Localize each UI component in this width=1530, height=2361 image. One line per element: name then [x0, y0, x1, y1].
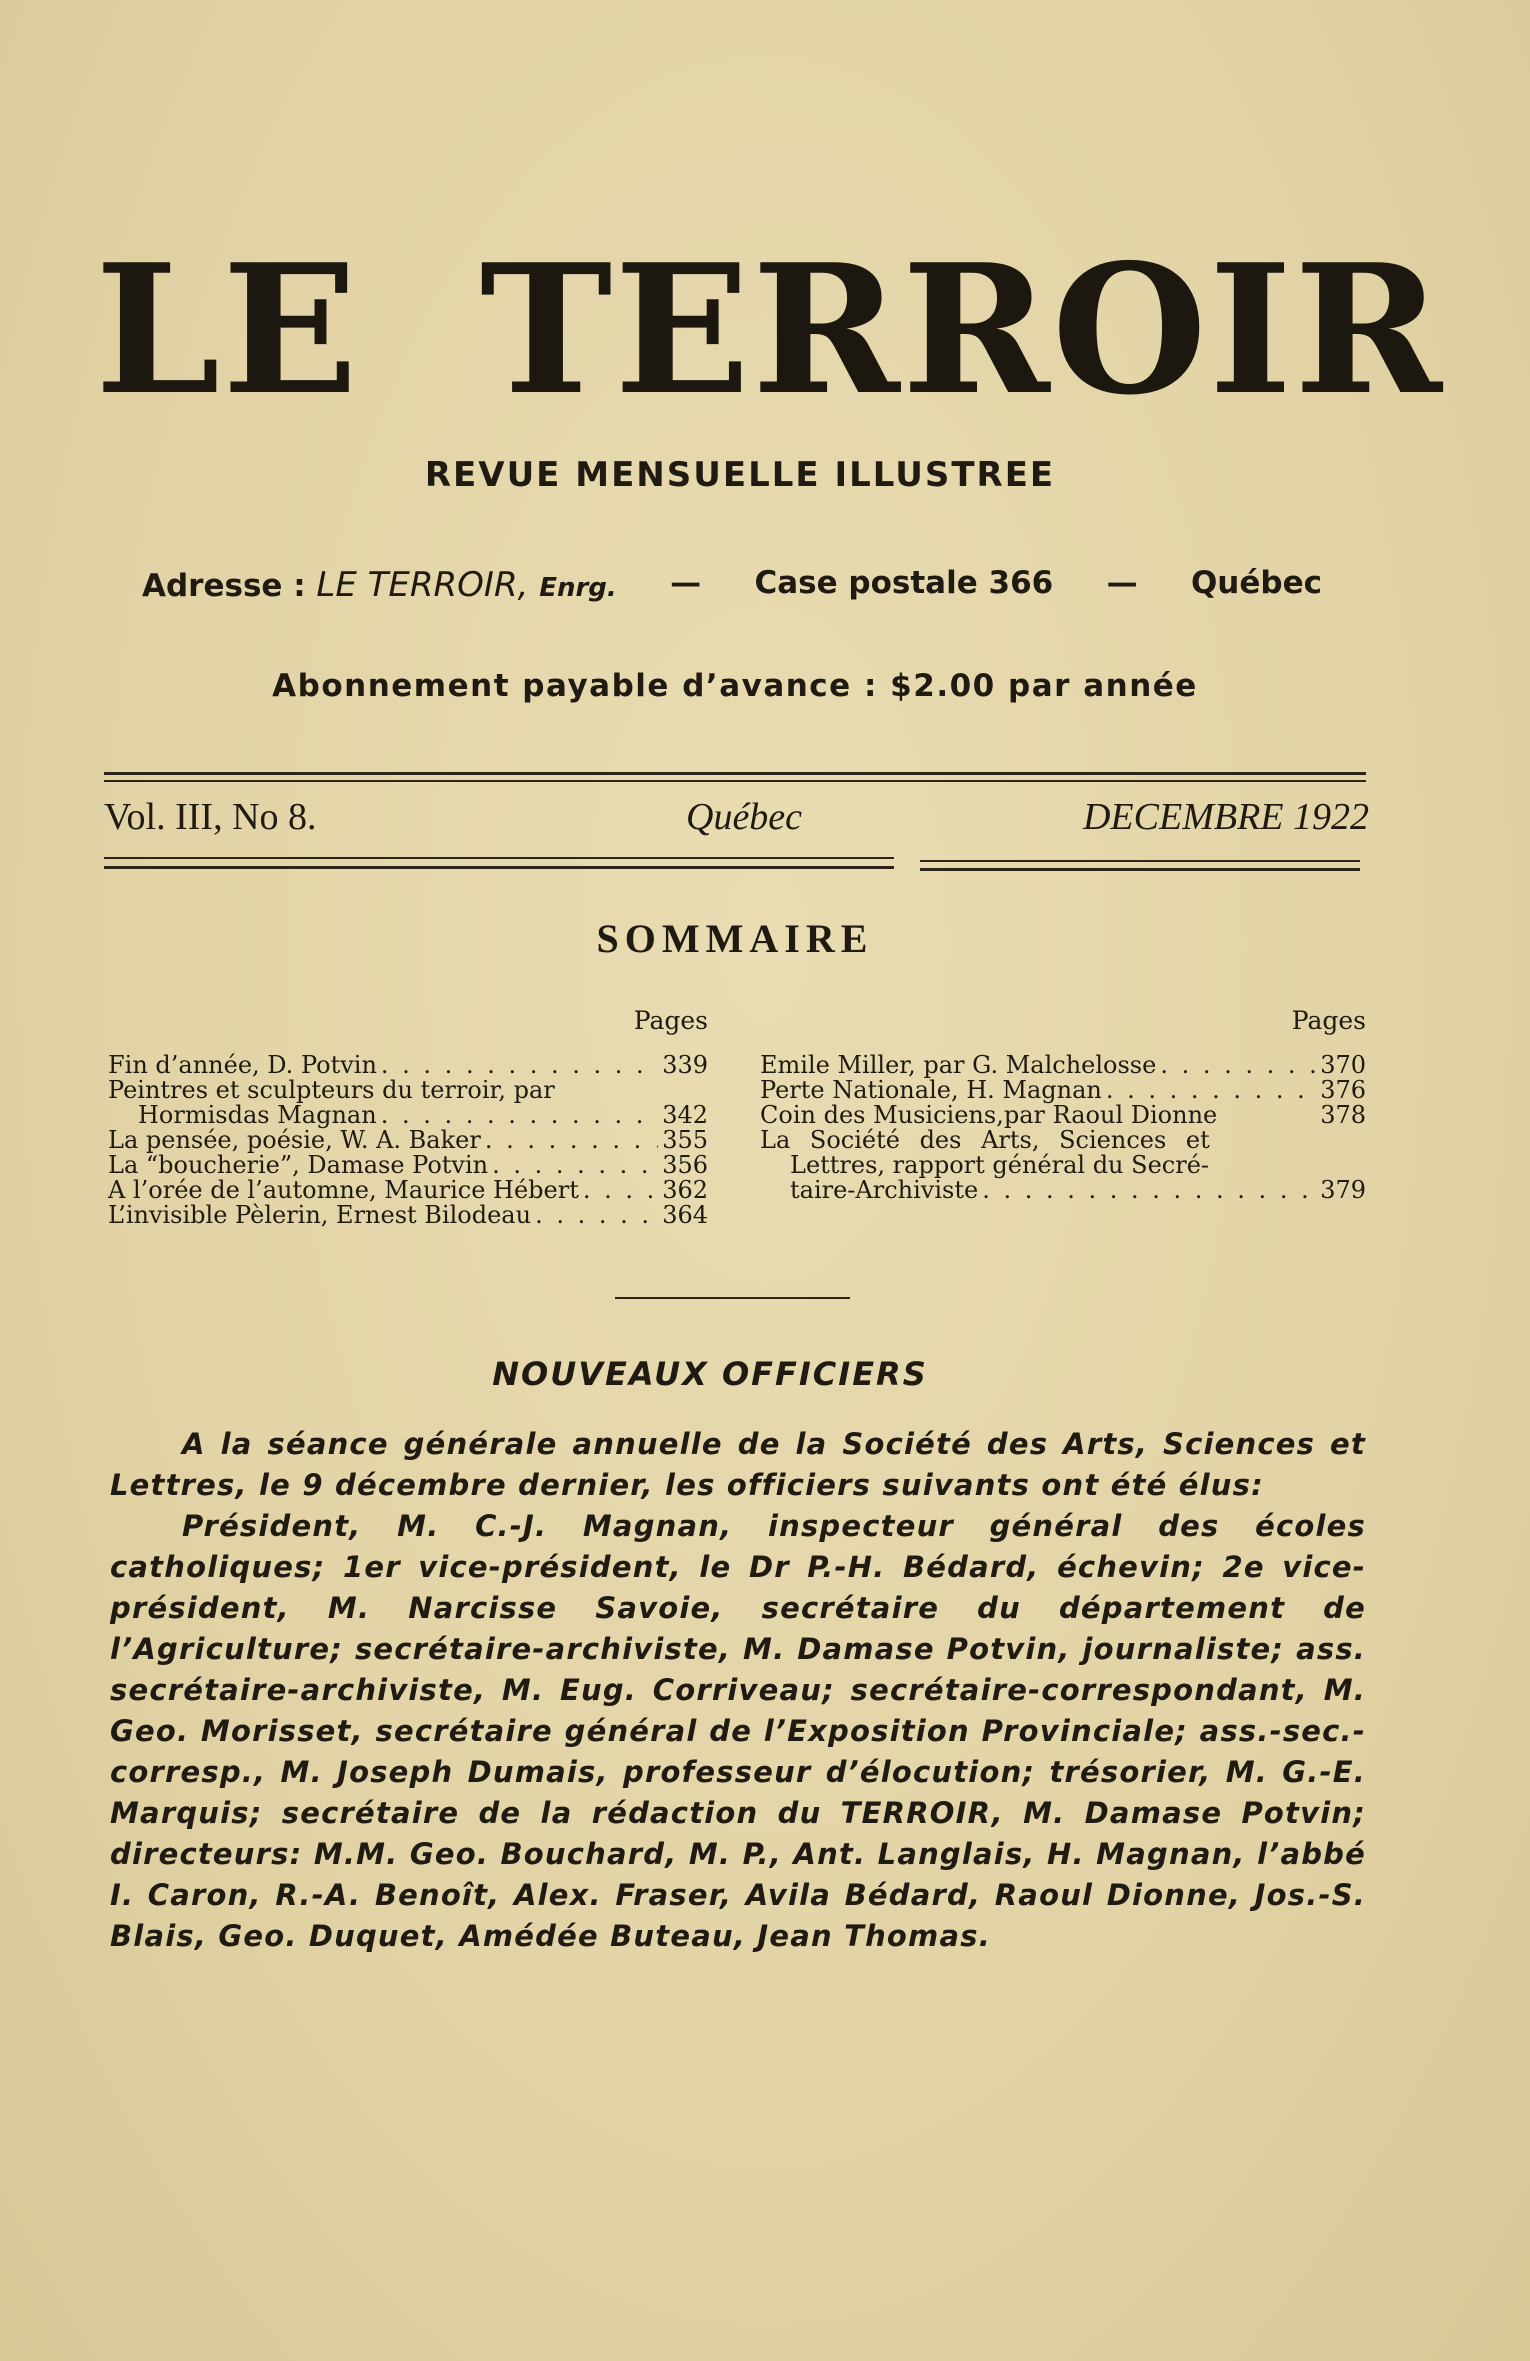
- toc-entry-page: 342: [662, 1101, 708, 1129]
- toc-entry-title: L’invisible Pèlerin, Ernest Bilodeau: [108, 1201, 532, 1229]
- toc-right-pages-header: Pages: [1291, 1006, 1366, 1035]
- toc-entry-title: Hormisdas Magnan: [138, 1101, 377, 1129]
- toc-entry: [760, 1153, 1366, 1178]
- toc-entry-title: Peintres et sculpteurs du terroir, par: [108, 1076, 555, 1104]
- toc-entry-page: 339: [662, 1051, 708, 1079]
- toc-leader-dots: [1160, 1053, 1316, 1078]
- toc-left-pages-header: Pages: [633, 1006, 708, 1035]
- toc-leader-dots: [583, 1178, 658, 1203]
- toc-entry: [760, 1128, 1366, 1153]
- toc-entry-title: Emile Miller, par G. Malchelosse: [760, 1051, 1157, 1079]
- toc-entry-page: 379: [1320, 1176, 1366, 1204]
- toc-entry: [108, 1128, 708, 1153]
- toc-entry: [108, 1178, 708, 1203]
- toc-entry-title: La pensée, poésie, W. A. Baker: [108, 1126, 481, 1154]
- toc-entry-title: Coin des Musiciens,par Raoul Dionne: [760, 1101, 1218, 1129]
- bottom-divider-left-1: [104, 857, 894, 859]
- address-dash-1: —: [670, 565, 702, 601]
- toc-entry-title: taire-Archiviste: [790, 1176, 979, 1204]
- masthead-subtitle: REVUE MENSUELLE ILLUSTREE: [424, 455, 1056, 495]
- toc-entry-page: 362: [662, 1176, 708, 1204]
- toc-entry: [760, 1103, 1366, 1128]
- address-city: Québec: [1190, 565, 1322, 601]
- toc-entry-title: Lettres, rapport général du Secré-: [790, 1151, 1210, 1179]
- sommaire-heading: SOMMAIRE: [596, 916, 874, 961]
- toc-leader-dots: [485, 1128, 658, 1153]
- toc-entry-page: 356: [662, 1151, 708, 1179]
- address-dash-2: —: [1106, 565, 1138, 601]
- subscription-line: Abonnement payable d’avance : $2.00 par année: [272, 668, 1198, 704]
- toc-left-column: [108, 1008, 708, 1228]
- toc-leader-dots: [381, 1053, 658, 1078]
- toc-entry-page: 355: [662, 1126, 708, 1154]
- toc-entry-page: 376: [1320, 1076, 1366, 1104]
- toc-entry: [108, 1103, 708, 1128]
- issue-city: Québec: [686, 796, 803, 838]
- toc-entry-title: A l’orée de l’automne, Maurice Hébert: [108, 1176, 579, 1204]
- bottom-divider-right-1: [920, 860, 1360, 862]
- toc-entry: [108, 1078, 708, 1103]
- issue-volume: Vol. III, No 8.: [104, 796, 317, 838]
- toc-entry-page: 364: [662, 1201, 708, 1229]
- toc-entry-title: La “boucherie”, Damase Potvin: [108, 1151, 489, 1179]
- address-block: [142, 565, 617, 605]
- address-postal-box: Case postale 366: [754, 565, 1054, 601]
- masthead-word-terroir: TERROIR: [479, 225, 1445, 434]
- officers-paragraph-list: Président, M. C.-J. Magnan, inspecteur général des écoles catholiques; 1er vice-président, le Dr P.-H. Bédard, échevin; 2e vice-président, M. Narcisse Savoie, secrétaire du département de l’Agriculture; secrétaire-archiviste, M. Damase Potvin, journaliste; ass. secrétaire-archiviste, M. Eug. Corriveau; secrétaire-correspondant, M. Geo. Morisset, secrétaire général de l’Exposition Provinciale; ass.-sec.-corresp., M. Joseph Dumais, professeur d’élocution; trésorier, M. G.-E. Marquis; secrétaire de la rédaction du TERROIR, M. Damase Potvin; directeurs: M.M. Geo. Bouchard, M. P., Ant. Langlais, H. Magnan, l’abbé I. Caron, R.-A. Benoît, Alex. Fraser, Avila Bédard, Raoul Dionne, Jos.-S. Blais, Geo. Duquet, Amédée Buteau, Jean Thomas.: [110, 1509, 1366, 1953]
- top-divider-1: [104, 772, 1366, 775]
- section-separator: [615, 1297, 850, 1299]
- toc-leader-dots: [535, 1203, 658, 1228]
- toc-entry: [760, 1178, 1366, 1203]
- address-label: Adresse :: [142, 568, 306, 604]
- address-line: [142, 565, 1322, 605]
- address-suffix: Enrg.: [539, 573, 617, 603]
- toc-leader-dots: [982, 1178, 1316, 1203]
- toc-right-column: [760, 1008, 1366, 1203]
- officers-heading: NOUVEAUX OFFICIERS: [492, 1355, 928, 1393]
- toc-leader-dots: [492, 1153, 658, 1178]
- toc-entry-page: 370: [1320, 1051, 1366, 1079]
- masthead-title: [95, 225, 1445, 434]
- toc-leader-dots: [1106, 1078, 1316, 1103]
- toc-entry: [108, 1053, 708, 1078]
- officers-article: [110, 1424, 1366, 1957]
- bottom-divider-right-2: [920, 868, 1360, 871]
- toc-entry: [760, 1078, 1366, 1103]
- toc-entry-page: 378: [1320, 1101, 1366, 1129]
- toc-entry-title: Perte Nationale, H. Magnan: [760, 1076, 1102, 1104]
- issue-date: DECEMBRE 1922: [1082, 796, 1369, 838]
- bottom-divider-left-2: [104, 866, 894, 869]
- toc-entry: [760, 1053, 1366, 1078]
- address-name: [316, 565, 616, 605]
- top-divider-2: [104, 780, 1366, 782]
- toc-entry: [108, 1153, 708, 1178]
- officers-paragraph-intro: A la séance générale annuelle de la Société des Arts, Sciences et Lettres, le 9 décembre dernier, les officiers suivants ont été élus:: [110, 1427, 1366, 1502]
- toc-entry-title: La Société des Arts, Sciences et: [760, 1126, 1210, 1154]
- address-name-text: LE TERROIR,: [316, 565, 529, 605]
- masthead-word-le: LE: [95, 225, 360, 434]
- toc-leader-dots: [381, 1103, 659, 1128]
- toc-entry: [108, 1203, 708, 1228]
- toc-entry-title: Fin d’année, D. Potvin: [108, 1051, 377, 1079]
